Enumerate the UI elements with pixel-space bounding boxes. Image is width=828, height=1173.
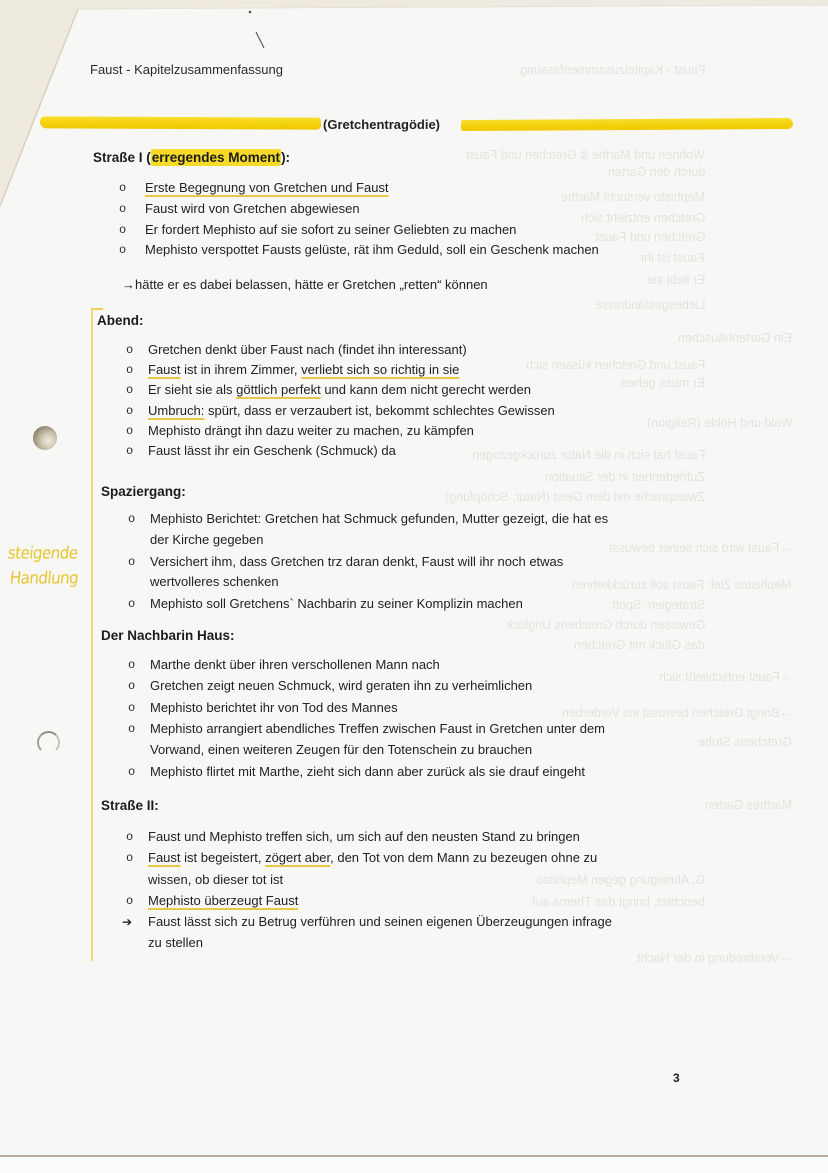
show-through-line: Faust ist ihr xyxy=(640,251,705,265)
list-item xyxy=(126,342,467,358)
conclusion-text: hätte er es dabei belassen, hätte er Gretchen „retten“ können xyxy=(135,277,488,292)
bullet-icon: o xyxy=(126,424,134,438)
bullet-icon: o xyxy=(126,383,134,397)
bullet-icon: o xyxy=(119,181,127,195)
item-text: Mephisto flirtet mit Marthe, zieht sich dann aber zurück als sie drauf eingeht xyxy=(150,764,585,779)
show-through-line: Gretchen entzieht sich xyxy=(580,211,705,225)
show-through-line: Ein Gartenhäuschen xyxy=(678,331,792,345)
show-through-line: Marthes Garten xyxy=(705,798,792,812)
bullet-icon: o xyxy=(119,243,127,257)
punch-hole-icon xyxy=(37,731,60,754)
list-item xyxy=(128,721,605,737)
show-through-line: Zufriedenheit in der Situation xyxy=(545,470,705,484)
bullet-icon: o xyxy=(126,363,134,377)
section-heading-abend: Abend: xyxy=(97,313,144,328)
item-text: ist begeistert, xyxy=(180,850,266,865)
document-header: Faust - Kapitelzusammenfassung xyxy=(90,62,283,77)
section-heading-spaziergang: Spaziergang: xyxy=(101,484,186,499)
bullet-icon: o xyxy=(126,404,134,418)
list-item xyxy=(126,382,532,398)
list-item-conclusion xyxy=(122,914,612,930)
underlined-text: Faust xyxy=(148,362,181,377)
item-text: Mephisto berichtet ihr von Tod des Mannes xyxy=(150,700,398,715)
list-item xyxy=(126,362,460,378)
bullet-icon: o xyxy=(128,722,136,736)
show-through-line: durch den Garten xyxy=(607,165,705,179)
show-through-line: Gretchens Stube xyxy=(698,735,792,749)
show-through-line: →Verabredung in der Nacht xyxy=(637,951,792,965)
pen-mark-icon xyxy=(0,0,300,60)
item-text: Faust und Mephisto treffen sich, um sich auf den neusten Stand zu bringen xyxy=(148,829,580,844)
show-through-line: Faust und Gretchen küssen sich xyxy=(525,358,705,372)
underlying-sheet-edge xyxy=(0,1155,828,1173)
show-through-line: Mephistos Ziel: Faust soll zurückkehren xyxy=(572,578,792,592)
list-item xyxy=(119,201,360,217)
item-text: Mephisto verspottet Fausts gelüste, rät ihm Geduld, soll ein Geschenk machen xyxy=(145,242,599,257)
item-text: Marthe denkt über ihren verschollenen Mann nach xyxy=(150,657,440,672)
item-text: Mephisto soll Gretchens` Nachbarin zu seiner Komplizin machen xyxy=(150,596,523,611)
margin-note-line1: steigende xyxy=(6,542,79,564)
show-through-line: berichtet, bringt das Thema auf xyxy=(532,895,705,909)
list-item xyxy=(119,242,599,258)
show-through-line: G. Abneigung gegen Mephisto xyxy=(536,873,705,887)
show-through-line: Faust hat sich in die Natur zurückgezogen xyxy=(471,448,705,462)
list-item xyxy=(128,554,564,570)
item-text: Er sieht sie als xyxy=(148,382,237,397)
item-text: Versichert ihm, dass Gretchen trz daran denkt, Faust will ihr noch etwas xyxy=(150,554,564,569)
list-item-continuation: wertvolleres schenken xyxy=(150,574,279,589)
margin-bracket xyxy=(91,309,93,961)
bullet-icon: o xyxy=(128,555,136,569)
bullet-icon: o xyxy=(128,701,136,715)
bullet-icon: o xyxy=(126,851,134,865)
item-text: und kann dem nicht gerecht werden xyxy=(320,382,532,397)
arrow-right-icon: ➔ xyxy=(122,915,133,929)
show-through-line: Er muss gehen xyxy=(620,376,705,390)
section-heading-strasse-1 xyxy=(93,150,290,166)
show-through-line: Wald und Höhle (Religion) xyxy=(646,416,792,430)
list-item xyxy=(126,829,580,845)
list-item xyxy=(128,511,609,527)
list-item xyxy=(126,850,598,866)
bullet-icon: o xyxy=(126,894,134,908)
item-text: Gretchen denkt über Faust nach (findet ihn interessant) xyxy=(148,342,467,357)
list-item-continuation: zu stellen xyxy=(148,935,203,950)
margin-note-line2: Handlung xyxy=(8,567,80,589)
section-heading-strasse-2: Straße II: xyxy=(101,798,159,813)
underlined-text: göttlich perfekt xyxy=(236,382,321,397)
arrow-right-icon: → xyxy=(122,277,135,292)
show-through-line: →Faust wird sich seiner bewusst xyxy=(609,541,792,555)
list-item xyxy=(119,180,389,196)
bullet-icon: o xyxy=(128,597,136,611)
bullet-icon: o xyxy=(128,658,136,672)
item-text: Faust lässt ihr ein Geschenk (Schmuck) da xyxy=(148,443,396,458)
underlined-text: Faust xyxy=(148,850,181,865)
list-item xyxy=(128,700,398,716)
underlined-text: verliebt sich so richtig in sie xyxy=(301,362,460,377)
show-through-line: Gewissen durch Gretchens Unglück xyxy=(505,618,705,632)
bullet-icon: o xyxy=(128,765,136,779)
list-item xyxy=(128,764,585,780)
conclusion-line xyxy=(122,277,488,293)
bullet-icon: o xyxy=(126,343,134,357)
show-through-line: Wohnen und Marthe & Gretchen und Faust xyxy=(466,148,705,162)
list-item xyxy=(126,403,555,419)
list-item xyxy=(128,596,523,612)
item-text: ist in ihrem Zimmer, xyxy=(180,362,302,377)
list-item xyxy=(126,443,396,459)
list-item-continuation: der Kirche gegeben xyxy=(150,532,264,547)
list-item-continuation: Vorwand, einen weiteren Zeugen für den Totenschein zu brauchen xyxy=(150,742,533,757)
heading-text: Straße I ( xyxy=(93,150,151,165)
list-item xyxy=(126,423,474,439)
show-through-line: →Bringt Gretchen bewusst ins Verderben xyxy=(562,706,792,720)
show-through-line: Strategien: Spott xyxy=(611,598,705,612)
bullet-icon: o xyxy=(128,679,136,693)
highlighter-stroke xyxy=(40,116,321,129)
show-through-line: Zwiesprache mit dem Geist (Natur, Schöpfung) xyxy=(445,490,705,504)
highlighted-text: erregendes Moment xyxy=(151,150,281,165)
underlined-text: Erste Begegnung von Gretchen und Faust xyxy=(145,180,389,195)
show-through-line: Mephisto versucht Marthe xyxy=(561,190,705,204)
show-through-line: Faust - Kapitelzusammenfassung xyxy=(520,63,706,77)
underlined-text: Umbruch: xyxy=(148,403,205,418)
punch-hole-icon xyxy=(33,426,57,450)
heading-text: ): xyxy=(281,150,291,165)
list-item xyxy=(128,678,533,694)
section-heading-nachbarin-haus: Der Nachbarin Haus: xyxy=(101,628,235,643)
bullet-icon: o xyxy=(119,223,127,237)
item-text: Mephisto drängt ihn dazu weiter zu machen, zu kämpfen xyxy=(148,423,474,438)
item-text: , den Tot von dem Mann zu bezeugen ohne zu xyxy=(330,850,598,865)
bullet-icon: o xyxy=(126,444,134,458)
page-number: 3 xyxy=(673,1071,680,1085)
item-text: spürt, dass er verzaubert ist, bekommt schlechtes Gewissen xyxy=(204,403,555,418)
show-through-line: das Glück mit Gretchen xyxy=(574,638,705,652)
list-item-continuation: wissen, ob dieser tot ist xyxy=(148,872,284,887)
item-text: Faust lässt sich zu Betrug verführen und seinen eigenen Überzeugungen infrage xyxy=(148,914,612,929)
highlighter-stroke xyxy=(461,118,793,131)
item-text: Er fordert Mephisto auf sie sofort zu seiner Geliebten zu machen xyxy=(145,222,517,237)
bullet-icon: o xyxy=(126,830,134,844)
show-through-line: →Faust entschließt sich xyxy=(658,670,792,684)
bullet-icon: o xyxy=(119,202,127,216)
show-through-line: Er liebt sie xyxy=(646,273,705,287)
list-item xyxy=(126,893,299,909)
item-text: Faust wird von Gretchen abgewiesen xyxy=(145,201,360,216)
underlined-text: zögert aber xyxy=(265,850,331,865)
show-through-line: Liebesgeständnisse xyxy=(594,298,705,312)
show-through-line: Gretchen und Faust xyxy=(594,230,705,244)
underlined-text: Mephisto überzeugt Faust xyxy=(148,893,299,908)
item-text: Mephisto arrangiert abendliches Treffen zwischen Faust in Gretchen unter dem xyxy=(150,721,605,736)
list-item xyxy=(119,222,517,238)
bullet-icon: o xyxy=(128,512,136,526)
part-title: (Gretchentragödie) xyxy=(323,117,441,132)
list-item xyxy=(128,657,440,673)
item-text: Gretchen zeigt neuen Schmuck, wird geraten ihn zu verheimlichen xyxy=(150,678,533,693)
item-text: Mephisto Berichtet: Gretchen hat Schmuck gefunden, Mutter gezeigt, die hat es xyxy=(150,511,609,526)
